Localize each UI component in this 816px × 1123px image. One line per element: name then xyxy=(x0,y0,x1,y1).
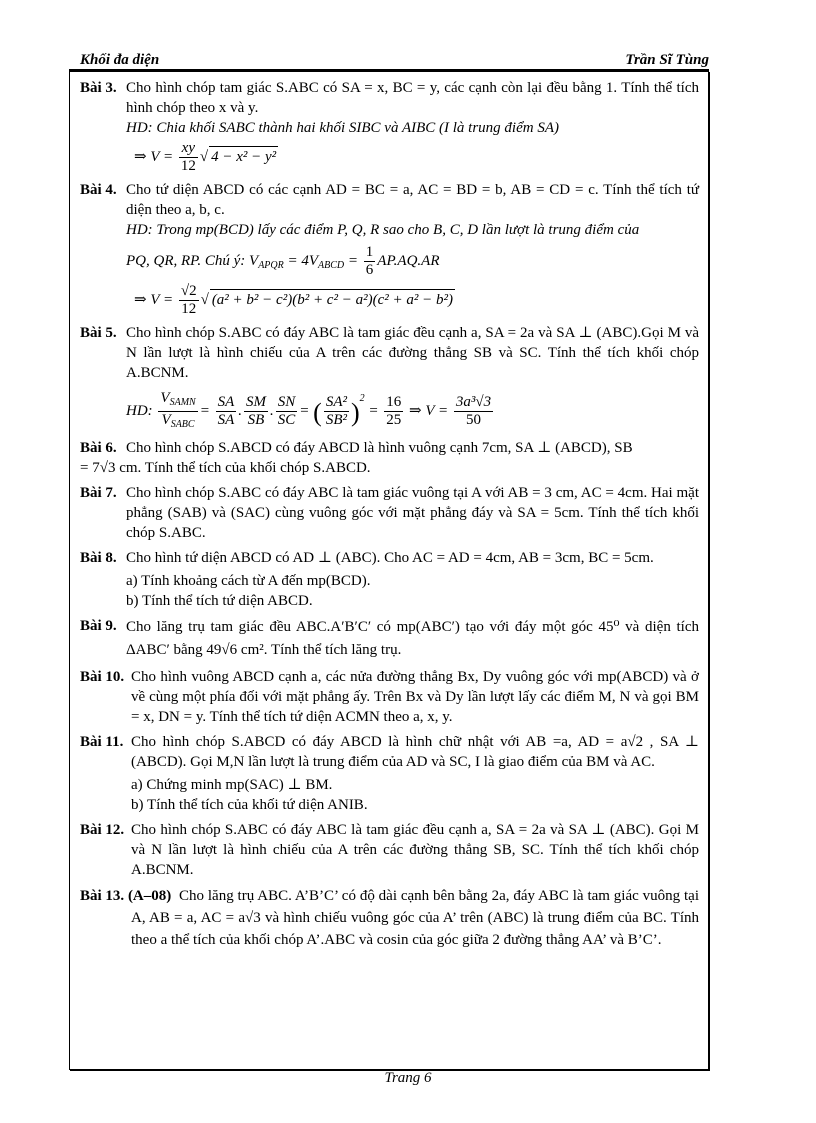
problem-text: Cho hình tứ diện ABCD có AD ⊥ (ABC). Cho AC = AD = 4cm, AB = 3cm, BC = 5cm. xyxy=(126,550,654,567)
header-left: Khối đa diện xyxy=(80,52,160,68)
fraction xyxy=(454,394,493,429)
denominator: 12 xyxy=(181,301,197,317)
hint-subscript: ABCD xyxy=(318,259,345,271)
hint-subscript: APQR xyxy=(258,259,284,271)
problem-text: Cho hình chóp S.ABCD có đáy ABCD là hình vuông cạnh 7cm, SA ⊥ (ABCD), SB xyxy=(126,440,633,457)
problem-8 xyxy=(80,548,699,611)
fraction xyxy=(276,394,298,429)
sub-question-b: b) Tính thể tích tứ diện ABCD. xyxy=(126,593,313,610)
hint-text: HD: Chia khối SABC thành hai khối SIBC và AIBC (I là trung điểm SA) xyxy=(126,120,560,136)
problem-5 xyxy=(80,323,699,433)
radicand: 4 − x² − y² xyxy=(209,146,278,167)
formula-lhs: ⇒ V = xyxy=(409,403,449,419)
problem-label: Bài 11. xyxy=(80,734,124,751)
problem-text: Cho tứ diện ABCD có các cạnh AD = BC = a, AC = BD = b, AB = CD = c. Tính thể tích tứ diện theo a, b, c. xyxy=(126,182,699,218)
problem-text: Cho lăng trụ tam giác đều ABC.A′B′C′ có mp(ABC′) tạo với đáy một góc 45⁰ và diện tích ΔABC′ bằng 49√6 cm². Tính thể tích lăng trụ. xyxy=(126,619,699,659)
problem-7 xyxy=(80,483,699,543)
problem-label: Bài 12. xyxy=(80,822,125,839)
hint-part: = xyxy=(344,252,359,269)
denominator: SA xyxy=(217,412,235,429)
numerator: xy xyxy=(179,140,198,158)
denominator: 6 xyxy=(365,262,374,278)
page-footer: Trang 6 xyxy=(384,1070,432,1086)
problem-text: Cho hình chóp tam giác S.ABC có SA = x, BC = y, các cạnh còn lại đều bằng 1. Tính thể tích hình chóp theo x và y. xyxy=(126,80,699,116)
fraction xyxy=(216,394,237,429)
denominator: SC xyxy=(277,412,296,429)
denominator: 25 xyxy=(386,412,402,429)
denominator: SB² xyxy=(325,412,347,429)
sub-question-a: a) Chứng minh mp(SAC) ⊥ BM. xyxy=(131,777,333,794)
formula: ⇒ V = $\frac{xy}{12}$ √ 4 − x² − y² xyxy=(134,140,277,174)
hint-part: = 4V xyxy=(283,252,319,269)
v-symbol: V xyxy=(160,390,170,407)
numerator: SM xyxy=(246,394,266,411)
sub-question-a: a) Tính khoảng cách từ A đến mp(BCD). xyxy=(126,573,371,590)
exponent: 2 xyxy=(359,393,365,404)
fraction xyxy=(179,140,198,175)
numerator: 1 xyxy=(365,244,374,260)
problem-text: Cho hình chóp S.ABCD có đáy ABCD là hình chữ nhật với AB =a, AD = a√2 , SA ⊥ (ABCD). Gọi M,N lần lượt là trung điểm của AD và SC, I là giao điểm của BM và AC. xyxy=(131,734,699,771)
fraction xyxy=(364,244,376,279)
problem-label: Bài 9. xyxy=(80,618,117,635)
denominator: 50 xyxy=(465,412,481,429)
hint-part: AP.AQ.AR xyxy=(377,252,440,269)
fraction xyxy=(244,394,268,429)
problem-text: Cho hình vuông ABCD cạnh a, các nửa đường thẳng Bx, Dy vuông góc với mp(ABCD) và ở về cùng một phía đối với mặt phẳng ấy. Trên Bx và Dy lần lượt lấy các điểm M, N và gọi BM = x, DN = y. Tính thể tích tứ diện ACMN theo a, x, y. xyxy=(131,669,699,726)
problem-text: Cho hình chóp S.ABC có đáy ABC là tam giác đều cạnh a, SA = 2a và SA ⊥ (ABC).Gọi M và N lần lượt là hình chiếu của A trên các đường thẳng SB và SC. Tính thể tích khối chóp A.BCNM. xyxy=(126,325,699,381)
v-symbol: V xyxy=(161,412,171,429)
problem-label: Bài 5. xyxy=(80,325,117,341)
problem-label: Bài 7. xyxy=(80,485,117,502)
subscript: SAMN xyxy=(169,397,196,409)
problem-number: Bài 13. xyxy=(80,888,125,905)
numerator: SA² xyxy=(325,394,347,411)
subscript: SABC xyxy=(170,419,195,431)
hint-text: HD: Trong mp(BCD) lấy các điểm P, Q, R sao cho B, C, D lần lượt là trung điểm của xyxy=(126,222,640,238)
problem-text: Cho hình chóp S.ABC có đáy ABC là tam giác đều cạnh a, SA = 2a và SA ⊥ (ABC). Gọi M và N lần lượt là hình chiếu của A trên các đường thẳng SB, SC. Tính thể tích khối chóp A.BCNM. xyxy=(131,822,699,879)
sub-question-b: b) Tính thể tích của khối tứ diện ANIB. xyxy=(131,797,368,814)
numerator: √2 xyxy=(180,283,197,299)
problem-label: Bài 10. xyxy=(80,669,125,686)
problem-4 xyxy=(80,180,699,318)
hint-part: PQ, QR, RP. Chú ý: V xyxy=(126,252,259,269)
fraction xyxy=(324,394,349,429)
problem-11 xyxy=(80,732,699,815)
problem-10 xyxy=(80,667,699,727)
header-right: Trần Sĩ Tùng xyxy=(625,52,709,68)
volume-ratio xyxy=(158,390,197,433)
exam-tag: (A–08) xyxy=(127,888,172,905)
numerator: SN xyxy=(277,394,296,411)
problem-3 xyxy=(80,78,699,175)
problem-label: Bài 3. xyxy=(80,80,117,96)
problem-label xyxy=(80,885,171,907)
fraction xyxy=(384,394,403,429)
fraction xyxy=(179,283,199,318)
denominator: 12 xyxy=(180,158,196,174)
numerator: SA xyxy=(217,394,235,411)
problem-12 xyxy=(80,820,699,880)
numerator: 16 xyxy=(386,394,402,411)
formula: ⇒ V = $\frac{√2}{12}$ √ (a² + b² − c²)(b² + c² − a²)(c² + a² − b²) xyxy=(134,283,453,317)
problem-label: Bài 8. xyxy=(80,550,117,567)
problem-label: Bài 6. xyxy=(80,440,117,457)
problem-text: Cho hình chóp S.ABC có đáy ABC là tam giác vuông tại A với AB = 3 cm, AC = 4cm. Hai mặt phẳng (SAB) và (SAC) cùng vuông góc với mặt phẳng đáy và SA = 5cm. Tính thể tích khối chóp S.ABC. xyxy=(126,485,699,542)
problem-text: = 7√3 cm. Tính thể tích của khối chóp S.ABCD. xyxy=(80,460,371,477)
hint-formula xyxy=(126,244,699,279)
formula: HD: $\frac{V_{SAMN}}{V_{SABC}}$ = $\frac{SA}{SA}$ . $\frac{SM}{SB}$ . $\frac{SN}{SC}$ = ( $\frac{\text{SA²}}{\text{SB²}}$ )$^2$ = $\frac{16}{25}$ ⇒ V = $\frac{\text{3a³√3}}{50}$ xyxy=(126,389,699,433)
formula-lhs: ⇒ V = xyxy=(134,291,174,308)
problem-6 xyxy=(80,438,699,478)
problem-9 xyxy=(80,616,699,662)
problem-label: Bài 4. xyxy=(80,182,117,198)
hint-label: HD: xyxy=(126,403,153,419)
formula-lhs: ⇒ V = xyxy=(134,148,174,165)
problem-13 xyxy=(80,885,699,951)
problem-list xyxy=(80,78,699,956)
problem-text: Cho lăng trụ ABC. A’B’C’ có độ dài cạnh bên bằng 2a, đáy ABC là tam giác vuông tại A, AB = a, AC = a√3 và hình chiếu vuông góc của A’ trên (ABC) là trung điểm của BC. Tính theo a thể tích của khối chóp A’.ABC và cosin của góc giữa 2 đường thẳng AA’ và B’C’. xyxy=(131,888,699,949)
numerator: 3a³√3 xyxy=(455,394,492,411)
radicand: (a² + b² − c²)(b² + c² − a²)(c² + a² − b²) xyxy=(210,289,455,310)
denominator: SB xyxy=(247,412,265,429)
